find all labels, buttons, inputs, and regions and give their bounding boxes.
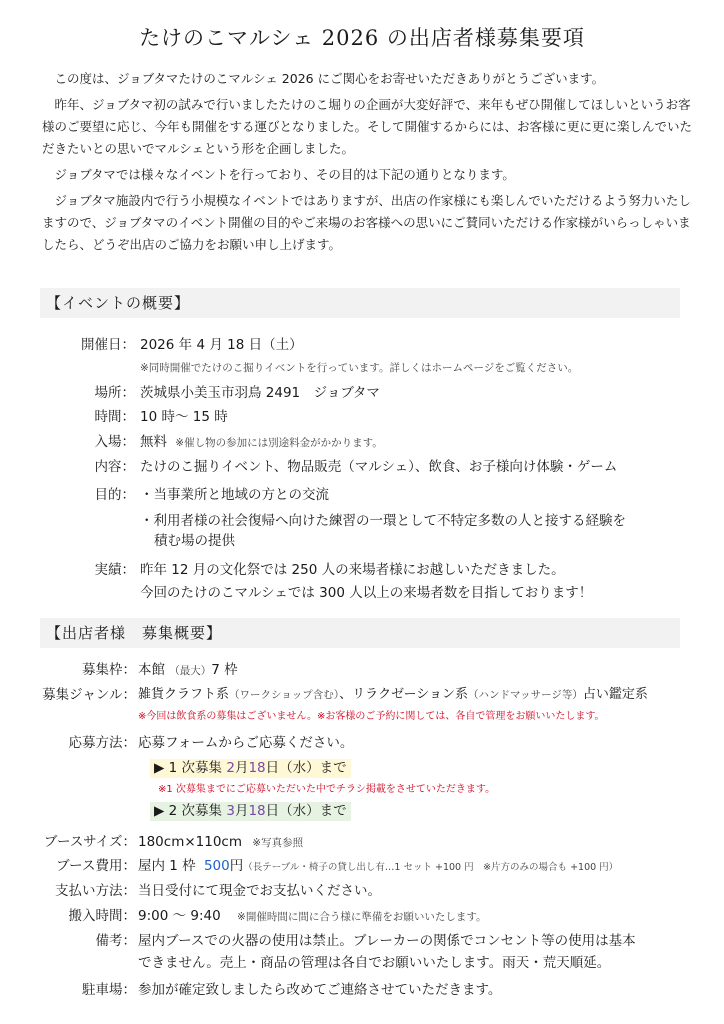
recruit-round2-highlight <box>150 802 351 821</box>
recruit-remarks-line: 屋内ブースでの火器の使用は禁止。ブレーカーの関係でコンセント等の使用は基本 <box>138 933 636 949</box>
recruit-genre-note: ※今回は飲食系の募集はございません。※お客様のご予約に関しては、各自で管理をお願いいたします。 <box>138 711 605 722</box>
event-place-label: 場所： <box>94 385 135 401</box>
recruit-remarks-label: 備考： <box>95 933 136 949</box>
event-record-line: 今回のたけのこマルシェでは 300 人以上の来場者数を目指しております！ <box>140 585 593 601</box>
event-time-row <box>0 407 724 427</box>
recruit-round1-month-unit: 月 <box>234 760 249 776</box>
recruit-round2 <box>150 801 351 821</box>
recruit-apply-value: 応募フォームからご応募ください。 <box>138 735 354 751</box>
recruit-payment-row <box>0 881 724 901</box>
recruit-slots-max: （最大） <box>169 665 212 677</box>
event-purpose-item: ・当事業所と地域の方との交流 <box>140 487 329 503</box>
recruit-genre-fortune: 占い鑑定系 <box>582 687 648 702</box>
recruit-booth-fee-label: ブース費用： <box>56 858 136 874</box>
recruit-booth-fee-note: （長テーブル・椅子の貸し出し有…1 セット +100 円 ※片方のみの場合も +100 円） <box>243 862 619 873</box>
event-record-line: 昨年 12 月の文化祭では 250 人の来場者様にお越しいただきました。 <box>140 562 565 578</box>
recruit-parking-label: 駐車場： <box>82 982 136 998</box>
recruit-remarks-row <box>0 931 724 951</box>
recruit-genre-relax: 、リラクゼーション系 <box>339 687 469 702</box>
event-overview-heading: 【イベントの概要】 <box>40 288 680 318</box>
event-entry-value: 無料 <box>140 434 167 450</box>
recruit-booth-fee-price: 500 <box>203 858 230 874</box>
event-place-value: 茨城県小美玉市羽鳥 2491 ジョブタマ <box>140 385 380 401</box>
recruit-carry-in-row <box>0 906 724 926</box>
recruit-round1-note: ※1 次募集までにご応募いただいた中でチラシ掲載をさせていただきます。 <box>158 784 496 795</box>
recruit-booth-fee-currency: 円 <box>229 858 244 874</box>
recruit-overview-heading: 【出店者様 募集概要】 <box>40 618 680 648</box>
intro-paragraph: この度は、ジョブタマたけのこマルシェ 2026 にご関心をお寄せいただきありがとうございます。 <box>54 71 605 86</box>
recruit-booth-size-value: 180cm×110cm <box>138 834 242 850</box>
recruit-remarks-line: できません。売上・商品の管理は各自でお願いいたします。雨天・荒天順延。 <box>138 955 611 971</box>
recruit-genre-craft: 雑貨クラフト系 <box>138 687 230 702</box>
recruit-round1-deadline: 日（水）まで <box>265 760 347 776</box>
recruit-round2-month: 3 <box>226 803 235 819</box>
event-date-row <box>0 335 724 355</box>
event-record-label: 実績： <box>94 562 135 578</box>
event-date-label: 開催日： <box>81 337 135 353</box>
recruit-booth-size-row <box>0 832 724 852</box>
recruit-payment-label: 支払い方法： <box>55 883 136 899</box>
event-purpose-item: 積む場の提供 <box>154 533 235 549</box>
recruit-slots-label: 募集枠： <box>82 662 136 678</box>
intro-paragraph: ジョブタマ施設内で行う小規模なイベントではありますが、出店の作家様にも楽しんでいただけるよう努力いたしますので、ジョブタマのイベント開催の目的やご来場のお客様への思いにご賛同いただける作家様がいらっしゃいましたら、どうぞ出店のご協力をお願い申し上げます。 <box>42 193 691 252</box>
page-title: たけのこマルシェ 2026 の出店者様募集要項 <box>139 26 585 50</box>
recruit-round1-highlight <box>150 759 351 778</box>
recruit-booth-fee-row <box>0 856 724 876</box>
event-record-row <box>0 560 724 580</box>
recruit-booth-fee-unit: 屋内 1 枠 <box>138 858 196 874</box>
recruit-booth-size-note: ※写真参照 <box>252 837 304 849</box>
event-place-row <box>0 383 724 403</box>
recruit-round2-deadline: 日（水）まで <box>265 803 347 819</box>
event-purpose-label: 目的： <box>94 487 135 503</box>
recruit-round1 <box>150 758 351 778</box>
event-time-value: 10 時～ 15 時 <box>140 409 228 425</box>
event-purpose-row <box>0 485 724 505</box>
recruit-round1-day: 18 <box>248 760 266 776</box>
recruit-round2-month-unit: 月 <box>234 803 249 819</box>
recruit-payment-value: 当日受付にて現金でお支払いください。 <box>138 883 381 899</box>
recruit-apply-row <box>0 733 724 753</box>
recruit-carry-in-value: 9:00 ～ 9:40 <box>138 908 221 924</box>
recruit-parking-value: 参加が確定致しましたら改めてご連絡させていただきます。 <box>138 982 502 998</box>
recruit-genre-label: 募集ジャンル： <box>42 687 136 703</box>
recruit-round1-label: ▶ 1 次募集 <box>154 760 223 776</box>
event-entry-label: 入場： <box>94 434 135 450</box>
recruit-genre-relax-note: （ハンドマッサージ等） <box>468 689 583 701</box>
recruit-genre-craft-note: （ワークショップ含む） <box>229 689 340 701</box>
intro-paragraph: ジョブタマでは様々なイベントを行っており、その目的は下記の通りとなります。 <box>54 167 515 182</box>
event-time-label: 時間： <box>94 409 135 425</box>
event-purpose-item: ・利用者様の社会復帰へ向けた練習の一環として不特定多数の人と接する経験を <box>140 513 626 529</box>
recruit-parking-row <box>0 980 724 1000</box>
recruit-apply-label: 応募方法： <box>68 735 136 751</box>
intro-paragraph: 昨年、ジョブタマ初の試みで行いましたたけのこ堀りの企画が大変好評で、来年もぜひ開催してほしいというお客様のご要望に応じ、今年も開催をする運びとなりました。そして開催するからには、お客様に更に更に楽しんでいただきたいとの思いでマルシェという形を企画しました。 <box>42 97 693 156</box>
recruit-slots-count: 7 枠 <box>211 662 238 678</box>
event-entry-note: ※催し物の参加には別途料金がかかります。 <box>175 437 383 449</box>
recruit-slots-row <box>0 660 724 680</box>
event-content-value: たけのこ掘りイベント、物品販売（マルシェ）、飲食、お子様向け体験・ゲーム <box>140 459 618 475</box>
intro-text <box>42 68 692 260</box>
recruit-carry-in-note: ※開催時間に間に合う様に準備をお願いいたします。 <box>237 911 487 923</box>
recruit-round1-month: 2 <box>226 760 235 776</box>
recruit-carry-in-label: 搬入時間： <box>68 908 136 924</box>
recruit-genre-row <box>0 685 724 705</box>
recruit-round2-label: ▶ 2 次募集 <box>154 803 223 819</box>
event-entry-row <box>0 432 724 452</box>
event-content-row <box>0 457 724 477</box>
recruit-slots-value: 本館 <box>138 662 165 678</box>
recruit-booth-size-label: ブースサイズ： <box>43 834 136 850</box>
recruit-round2-day: 18 <box>248 803 266 819</box>
event-content-label: 内容： <box>94 459 135 475</box>
event-date-value: 2026 年 4 月 18 日（土） <box>140 337 303 353</box>
event-date-note: ※同時開催でたけのこ掘りイベントを行っています。詳しくはホームページをご覧ください。 <box>140 362 579 374</box>
